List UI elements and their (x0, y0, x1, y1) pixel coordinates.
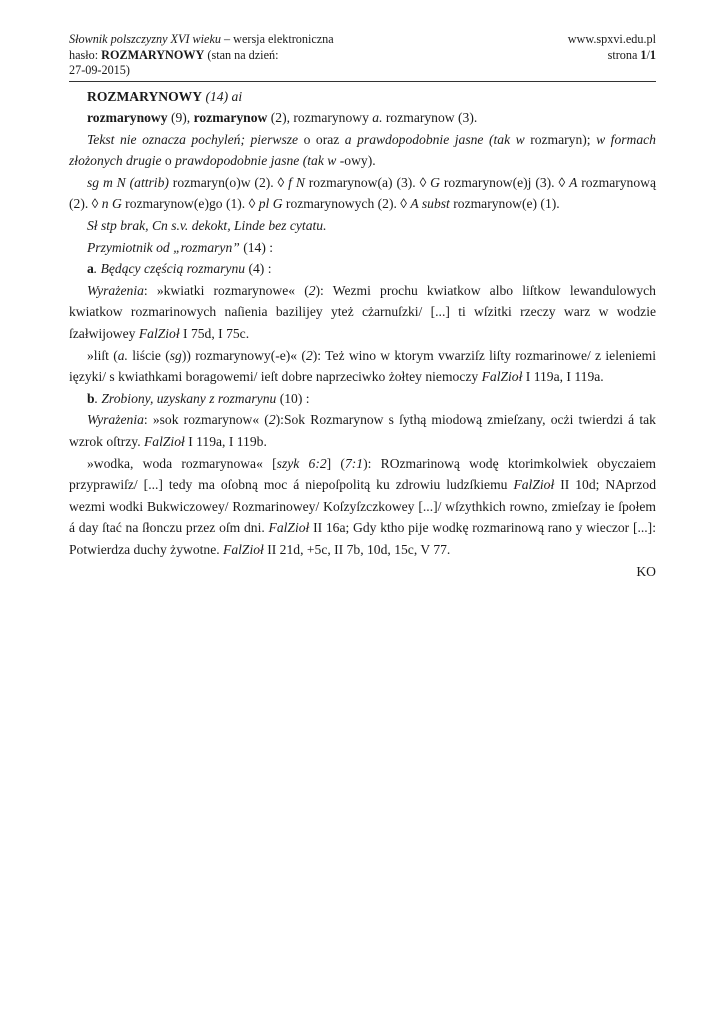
forms-line: rozmarynowy (9), rozmarynow (2), rozmarynowy a. rozmarynow (3). (87, 110, 478, 126)
entry-body (69, 86, 656, 583)
document-page (69, 32, 656, 582)
header-right (568, 32, 656, 63)
header-left (69, 32, 399, 79)
author-signature: KO (636, 563, 656, 579)
sense-b-heading: b. Zrobiony, uzyskany z rozmarynu (10) : (87, 390, 310, 406)
headword: ROZMARYNOWY (87, 88, 203, 104)
entry-status: hasło: ROZMARYNOWY (stan na dzień: (69, 47, 279, 62)
source-abbrev: FalZioł (223, 541, 264, 557)
page-header (69, 32, 656, 82)
pronunciation-note: Tekst nie oznacza pochyleń; pierwsze o oraz a prawdopodobnie jasne (tak w rozmaryn); w formach złożonych drugie o prawdopodobnie jasne (tak w -owy). (69, 131, 656, 169)
expression-a2: »liſt (a. liście (sg)) rozmarynowy(-e)« (2): Też wino w ktorym vwarziſz liſty rozmarinowe/ z ieleniemi ięzyki/ s kwiathkami boragowemi/ ieſt dobre naprzeciwko żołtey niemoczy FalZioł I 119a, I 119a. (69, 347, 656, 385)
status-date: 27-09-2015) (69, 63, 130, 77)
expression-b1: Wyrażenia: »sok rozmarynow« (2):Sok Rozmarynow s ſythą miodową zmieſzany, ocżi twierdzi á tak wzrok oſtrzy. FalZioł I 119a, I 119b. (69, 412, 656, 449)
expression-a1: Wyrażenia: »kwiatki rozmarynowe« (2): Wezmi prochu kwiatkow albo liſtkow lewandulowych kwiatkow rozmarinowych naſienia bazilijey yteż cżarnuſzki/ [...] ti wſzitki rzeczy warz w wodzie ſzałwijowey FalZioł I 75d, I 75c. (69, 282, 656, 342)
dictionary-title: Słownik polszczyzny XVI wieku – wersja elektroniczna (69, 32, 334, 46)
source-abbrev: FalZioł (138, 326, 180, 342)
source-abbrev: FalZioł (481, 369, 523, 385)
grammar-forms: sg m N (attrib) rozmaryn(o)w (2). ◊ f N rozmarynow(a) (3). ◊ G rozmarynow(e)j (3). ◊ A rozmarynową (2). ◊ n G rozmarynow(e)go (1). ◊ pl G rozmarynowych (2). ◊ A subst rozmarynow(e) (1). (69, 174, 656, 212)
source-abbrev: FalZioł (144, 434, 185, 449)
source-abbrev: FalZioł (513, 477, 555, 493)
sense-a-heading: a. Będący częścią rozmarynu (4) : (87, 261, 272, 277)
derivation-line: Przymiotnik od „rozmaryn” (14) : (87, 239, 274, 255)
expression-b2: »wodka, woda rozmarynowa« [szyk 6:2] (7:1): ROzmarinową wodę ktorimkolwiek obyczaiem przyprawiſz/ [...] tedy ma oſobną moc á niepoſpolitą ku zdrowiu ludzſkiemu FalZioł II 10d; NAprzod wezmi wodki Bukwiczowey/ Rozmarinowey/ Koſzyſzczkowey [...]/ wſzythkich rowno, zmieſzay ie ſpołem á day ſtać na ſłonczu przez oſm dni. FalZioł II 16a; Gdy ktho pije wodkę rozmarinową rano y wieczor [...]: Potwierdza duchy żywotne. FalZioł II 21d, +5c, II 7b, 10d, 15c, V 77. (69, 455, 656, 557)
sources-line: Sł stp brak, Cn s.v. dekokt, Linde bez cytatu. (87, 218, 327, 234)
source-abbrev: FalZioł (268, 520, 310, 536)
page-number: strona 1/1 (607, 47, 656, 62)
headword-line: ROZMARYNOWY (14) ai (87, 88, 243, 104)
site-url[interactable]: www.spxvi.edu.pl (567, 32, 656, 46)
